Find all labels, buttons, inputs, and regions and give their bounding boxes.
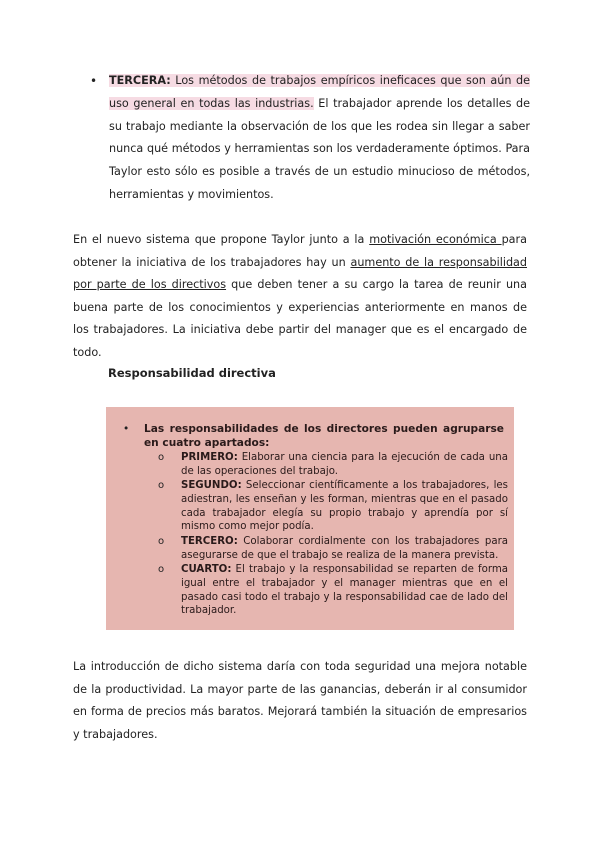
item-label: SEGUNDO:	[181, 480, 242, 491]
box-bullet-marker: •	[123, 423, 130, 435]
box-main-text: Las responsabilidades de los directores pueden agruparse en cuatro apartados:	[144, 423, 504, 449]
item-label: PRIMERO:	[181, 452, 238, 463]
item-text: Seleccionar científicamente a los trabajadores, les adiestran, les enseñan y les forman, mientras que en el pasado cada trabajador elegía su propio trabajo y aprendía por sí mismo como mejor podía.	[181, 480, 508, 533]
sub-marker: o	[158, 480, 165, 491]
sub-marker: o	[158, 536, 165, 547]
responsabilidades-image	[106, 407, 514, 630]
section-heading: Responsabilidad directiva	[108, 366, 276, 380]
list-item-segundo	[158, 479, 508, 534]
paragraph1-part3: que deben tener a su cargo la tarea de reunir una buena parte de los conocimientos y experiencias anteriormente en manos de los trabajadores. La iniciativa debe partir del manager que es el encargado de todo.	[73, 278, 528, 359]
paragraph1-part2: para obtener la iniciativa de los trabajadores hay un	[73, 233, 527, 269]
sub-marker: o	[158, 564, 165, 575]
item-text: El trabajo y la responsabilidad se reparten de forma igual entre el trabajador y el manager mientras que en el pasado casi todo el trabajo y la responsabilidad cae de lado del trabajador.	[181, 564, 508, 617]
paragraph1-part1: En el nuevo sistema que propone Taylor junto a la	[73, 233, 370, 246]
tercera-highlight: Los métodos de trabajos empíricos ineficaces que son aún de uso general en todas las industrias.	[109, 74, 530, 110]
bullet-marker: •	[90, 74, 98, 88]
link-aumento-responsabilidad[interactable]: aumento de la responsabilidad por parte de los directivos	[73, 255, 527, 292]
item-text: Colaborar cordialmente con los trabajadores para asegurarse de que el trabajo se realiza de la manera prevista.	[181, 536, 508, 561]
item-label: CUARTO:	[181, 564, 232, 575]
list-item-tercero	[158, 535, 508, 563]
paragraph-sistema-taylor	[73, 229, 527, 365]
link-motivacion-economica[interactable]: motivación económica	[369, 233, 502, 246]
tercera-rest: El trabajador aprende los detalles de su trabajo mediante la observación de los que les rodea sin llegar a saber nunca qué métodos y herramientas son los verdaderamente óptimos. Para Taylor esto sólo es posible a través de un estudio minucioso de métodos, herramientas y movimientos.	[109, 96, 530, 201]
list-item-primero	[158, 451, 508, 479]
paragraph-introduccion-sistema: La introducción de dicho sistema daría con toda seguridad una mejora notable de la productividad. La mayor parte de las ganancias, deberán ir al consumidor en forma de precios más baratos. Mejorará también la situación de empresarios y trabajadores.	[73, 660, 527, 741]
bullet-tercera-text	[85, 70, 530, 207]
tercera-label: TERCERA:	[109, 74, 171, 87]
sub-marker: o	[158, 452, 165, 463]
item-label: TERCERO:	[181, 536, 238, 547]
bullet-tercera	[85, 70, 530, 207]
list-item-cuarto	[158, 563, 508, 618]
item-text: Elaborar una ciencia para la ejecución de cada una de las operaciones del trabajo.	[181, 452, 508, 477]
